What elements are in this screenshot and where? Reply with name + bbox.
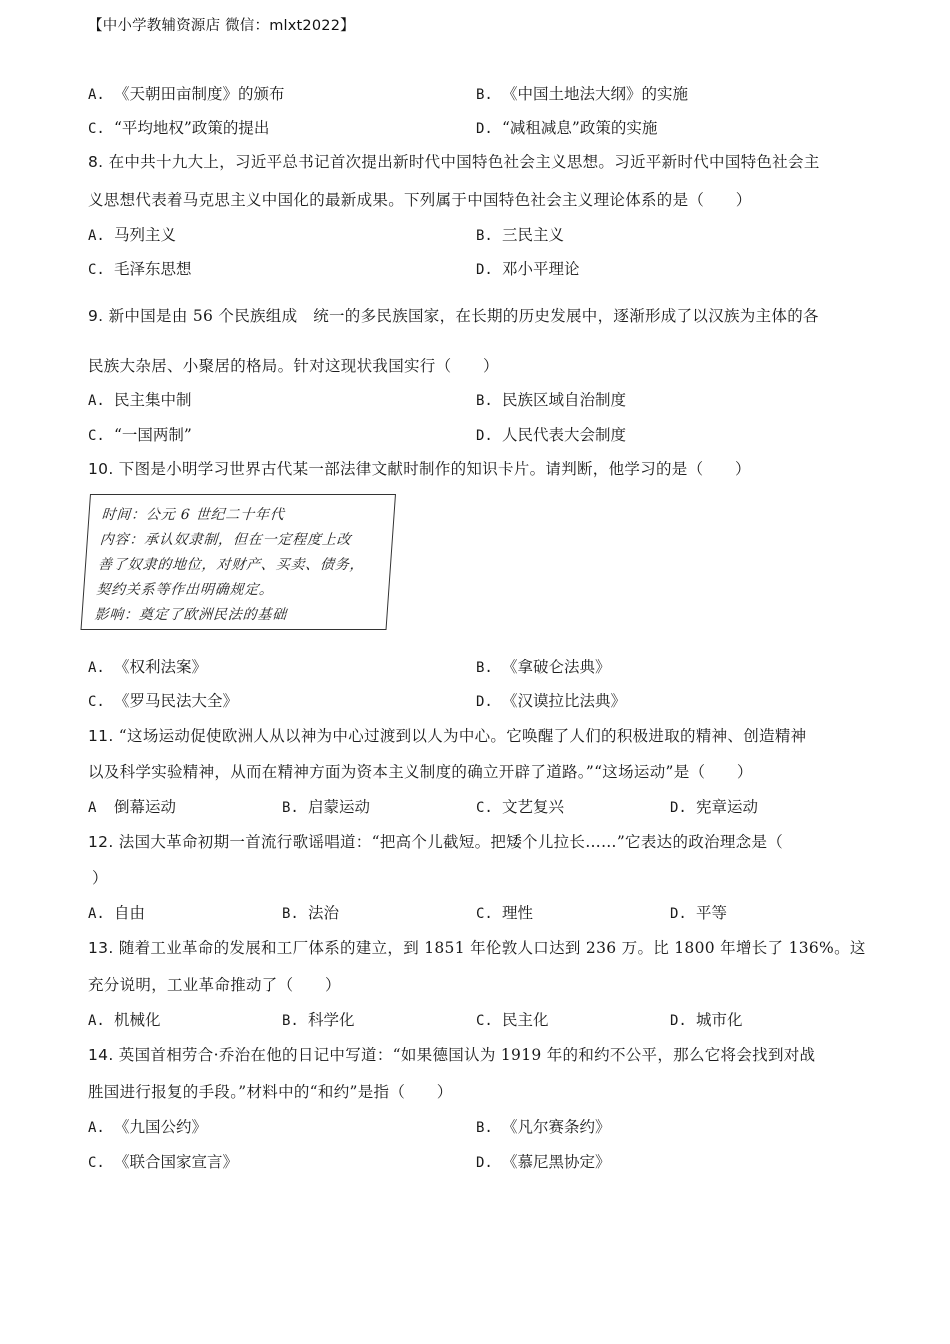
- q11-option-c[interactable]: [476, 795, 564, 817]
- q14-option-d[interactable]: [476, 1150, 611, 1172]
- option-letter: A.: [88, 1120, 105, 1136]
- q12-stem-line2: ）: [92, 869, 108, 887]
- question-number: 9.: [88, 307, 104, 325]
- question-number: 8.: [88, 153, 104, 171]
- q11-option-a[interactable]: [88, 795, 176, 817]
- option-letter: D.: [670, 1013, 687, 1029]
- option-letter: B.: [476, 1120, 493, 1136]
- option-letter: D.: [476, 1155, 493, 1171]
- q10-option-b[interactable]: [476, 655, 611, 677]
- option-text: 民族区域自治制度: [502, 391, 627, 409]
- option-text: 理性: [502, 904, 534, 922]
- option-text: “减租减息”政策的实施: [502, 119, 658, 137]
- question-text: 新中国是由 56 个民族组成 统一的多民族国家，在长期的历史发展中，逐渐形成了以汉族为主体的各: [108, 307, 819, 325]
- option-letter: C.: [88, 262, 105, 278]
- q14-stem-line1: [88, 1043, 815, 1065]
- card-line-content-2: 善了奴隶的地位，对财产、买卖、债务，: [97, 557, 366, 573]
- option-text: 文艺复兴: [502, 798, 565, 816]
- q8-option-d[interactable]: [476, 257, 580, 279]
- option-letter: D.: [670, 906, 687, 922]
- card-line-time: 时间：公元 6 世纪二十年代: [100, 507, 286, 523]
- option-text: 三民主义: [502, 226, 565, 244]
- q8-stem-line1: [88, 150, 820, 172]
- question-text: 法国大革命初期一首流行歌谣唱道：“把高个儿截短。把矮个儿拉长……”它表达的政治理念是（: [118, 833, 784, 851]
- card-line-content: 内容：承认奴隶制，但在一定程度上改: [99, 532, 352, 548]
- option-text: 《罗马民法大全》: [114, 692, 239, 710]
- option-text: 宪章运动: [696, 798, 759, 816]
- option-letter: D.: [476, 121, 493, 137]
- option-text: 启蒙运动: [308, 798, 371, 816]
- option-letter: A.: [88, 228, 105, 244]
- option-text: 机械化: [114, 1011, 161, 1029]
- q14-stem-line2: 胜国进行报复的手段。”材料中的“和约”是指（ ）: [88, 1083, 453, 1101]
- option-letter: C.: [476, 1013, 493, 1029]
- option-text: 《拿破仑法典》: [502, 658, 611, 676]
- q12-option-a[interactable]: [88, 901, 145, 923]
- question-text: 在中共十九大上，习近平总书记首次提出新时代中国特色社会主义思想。习近平新时代中国特色社会主: [108, 153, 820, 171]
- question-number: 14.: [88, 1046, 114, 1064]
- option-text: 《慕尼黑协定》: [502, 1153, 611, 1171]
- q14-option-b[interactable]: [476, 1115, 611, 1137]
- option-letter: A.: [88, 393, 105, 409]
- option-letter: B.: [476, 393, 493, 409]
- q8-stem-line2: 义思想代表着马克思主义中国化的最新成果。下列属于中国特色社会主义理论体系的是（ ）: [88, 191, 752, 209]
- option-letter: B.: [476, 228, 493, 244]
- knowledge-card: [80, 494, 396, 630]
- option-letter: A.: [88, 660, 105, 676]
- option-letter: B.: [282, 906, 299, 922]
- option-letter: C.: [88, 121, 105, 137]
- q7-option-c[interactable]: [88, 116, 269, 138]
- q11-stem-line2: 以及科学实验精神，从而在精神方面为资本主义制度的确立开辟了道路。”“这场运动”是（ ）: [88, 763, 753, 781]
- q9-stem-line2: 民族大杂居、小聚居的格局。针对这现状我国实行（ ）: [88, 357, 499, 375]
- q12-option-d[interactable]: [670, 901, 727, 923]
- question-number: 12.: [88, 833, 114, 851]
- question-text: “这场运动促使欧洲人从以神为中心过渡到以人为中心。它唤醒了人们的积极进取的精神、创造精神: [118, 727, 807, 745]
- option-text: 自由: [114, 904, 146, 922]
- option-text: 《中国土地法大纲》的实施: [502, 85, 689, 103]
- option-text: “一国两制”: [114, 426, 192, 444]
- option-letter: B.: [282, 1013, 299, 1029]
- q13-option-b[interactable]: [282, 1008, 355, 1030]
- q10-option-a[interactable]: [88, 655, 207, 677]
- option-letter: B.: [476, 87, 493, 103]
- card-line-impact: 影响：奠定了欧洲民法的基础: [93, 607, 288, 623]
- q9-stem-line1: [88, 304, 819, 326]
- q8-option-c[interactable]: [88, 257, 192, 279]
- option-text: 科学化: [308, 1011, 355, 1029]
- option-letter: D.: [476, 262, 493, 278]
- q14-option-c[interactable]: [88, 1150, 238, 1172]
- q13-option-d[interactable]: [670, 1008, 743, 1030]
- option-letter: C.: [476, 906, 493, 922]
- q11-option-d[interactable]: [670, 795, 758, 817]
- option-text: 《联合国家宣言》: [114, 1153, 239, 1171]
- q14-option-a[interactable]: [88, 1115, 207, 1137]
- option-text: 《凡尔赛条约》: [502, 1118, 611, 1136]
- question-number: 13.: [88, 939, 114, 957]
- option-text: 《天朝田亩制度》的颁布: [114, 85, 285, 103]
- option-text: “平均地权”政策的提出: [114, 119, 270, 137]
- card-line-content-3: 契约关系等作出明确规定。: [95, 582, 275, 598]
- option-letter: A.: [88, 906, 105, 922]
- option-letter: D.: [670, 800, 687, 816]
- q10-stem-line1: [88, 457, 751, 479]
- page-header: 【中小学教辅资源店 微信：mlxt2022】: [88, 18, 355, 34]
- q9-option-d[interactable]: [476, 423, 626, 445]
- q8-option-b[interactable]: [476, 223, 564, 245]
- question-number: 10.: [88, 460, 114, 478]
- option-letter: D.: [476, 694, 493, 710]
- q10-option-c[interactable]: [88, 689, 238, 711]
- q9-option-b[interactable]: [476, 388, 626, 410]
- option-text: 倒幕运动: [114, 798, 177, 816]
- option-text: 城市化: [696, 1011, 743, 1029]
- question-text: 英国首相劳合·乔治在他的日记中写道：“如果德国认为 1919 年的和约不公平，那么它将会找到对战: [118, 1046, 816, 1064]
- option-text: 民主化: [502, 1011, 549, 1029]
- option-letter: C.: [88, 1155, 105, 1171]
- q7-option-b[interactable]: [476, 82, 688, 104]
- q12-option-b[interactable]: [282, 901, 339, 923]
- option-letter: B.: [476, 660, 493, 676]
- option-text: 邓小平理论: [502, 260, 580, 278]
- option-letter: D.: [476, 428, 493, 444]
- q13-stem-line2: 充分说明，工业革命推动了（ ）: [88, 976, 341, 994]
- q11-option-b[interactable]: [282, 795, 370, 817]
- option-letter: A.: [88, 1013, 105, 1029]
- q11-stem-line1: [88, 724, 806, 746]
- q13-option-c[interactable]: [476, 1008, 549, 1030]
- q7-option-d[interactable]: [476, 116, 657, 138]
- option-letter: C.: [88, 428, 105, 444]
- question-text: 下图是小明学习世界古代某一部法律文献时制作的知识卡片。请判断，他学习的是（ ）: [118, 460, 751, 478]
- question-number: 11.: [88, 727, 114, 745]
- q13-option-a[interactable]: [88, 1008, 161, 1030]
- q13-stem-line1: [88, 936, 866, 958]
- q9-option-c[interactable]: [88, 423, 192, 445]
- option-text: 《权利法案》: [114, 658, 208, 676]
- option-text: 《汉谟拉比法典》: [502, 692, 627, 710]
- q10-option-d[interactable]: [476, 689, 626, 711]
- q12-option-c[interactable]: [476, 901, 533, 923]
- option-text: 《九国公约》: [114, 1118, 208, 1136]
- option-text: 民主集中制: [114, 391, 192, 409]
- question-text: 随着工业革命的发展和工厂体系的建立，到 1851 年伦敦人口达到 236 万。比 1800 年增长了 136%。这: [118, 939, 866, 957]
- option-text: 毛泽东思想: [114, 260, 192, 278]
- option-text: 马列主义: [114, 226, 177, 244]
- option-letter: A: [88, 800, 97, 816]
- option-text: 人民代表大会制度: [502, 426, 627, 444]
- option-letter: C.: [88, 694, 105, 710]
- q12-stem-line1: [88, 830, 783, 852]
- option-letter: C.: [476, 800, 493, 816]
- q9-option-a[interactable]: [88, 388, 192, 410]
- q8-option-a[interactable]: [88, 223, 176, 245]
- option-text: 平等: [696, 904, 728, 922]
- option-letter: A.: [88, 87, 105, 103]
- option-letter: B.: [282, 800, 299, 816]
- q7-option-a[interactable]: [88, 82, 285, 104]
- option-text: 法治: [308, 904, 340, 922]
